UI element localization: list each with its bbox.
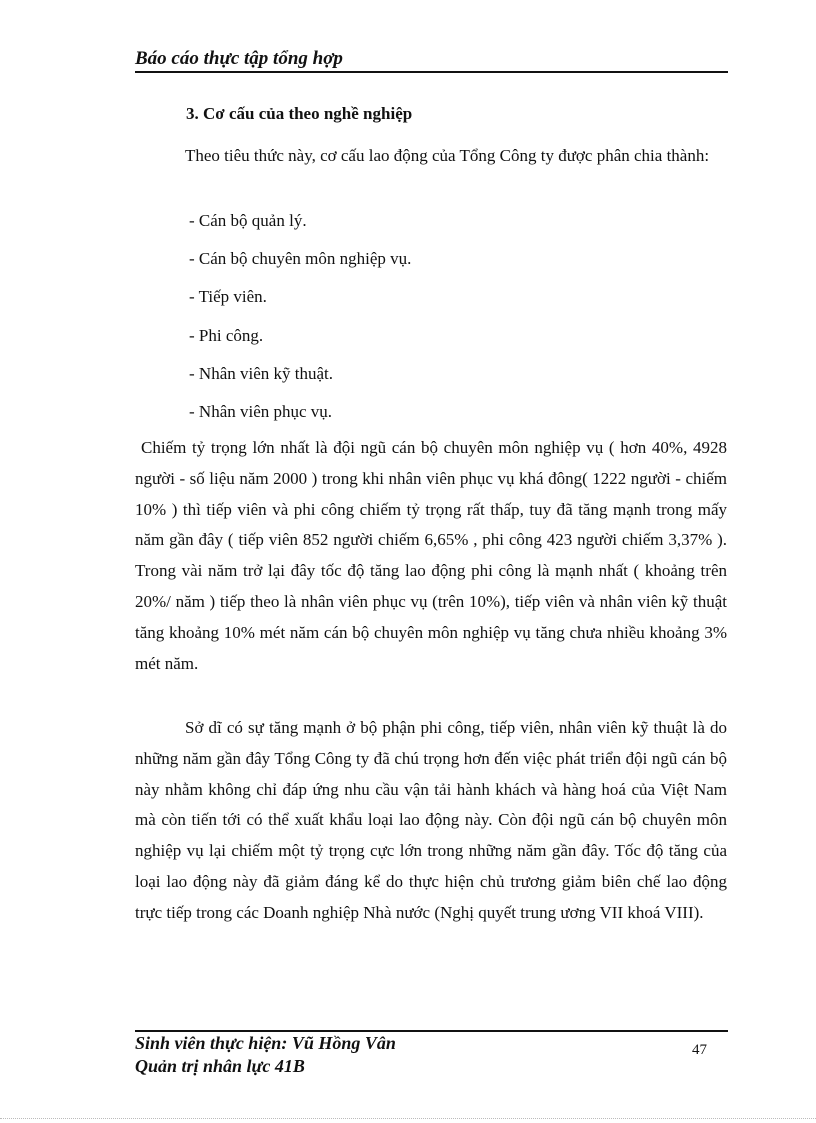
list-item: - Tiếp viên. [189, 287, 267, 307]
occupation-list [189, 206, 411, 435]
header-rule [135, 71, 728, 73]
section-heading: 3. Cơ cấu của theo nghề nghiệp [186, 104, 413, 123]
footer-student: Sinh viên thực hiện: Vũ Hồng Vân [135, 1033, 396, 1053]
list-item: - Nhân viên phục vụ. [189, 401, 333, 421]
body-paragraph: Sở dĩ có sự tăng mạnh ở bộ phận phi công, tiếp viên, nhân viên kỹ thuật là do những năm gần đây Tổng Công ty đã chú trọng hơn đến việc phát triển đội ngũ cán bộ này nhằm không chỉ đáp ứng nhu cầu vận tải hành khách và hàng hoá của Việt Nam mà còn tiến tới có thể xuất khẩu loại lao động này. Còn đội ngũ cán bộ chuyên môn nghiệp vụ lại chiếm một tỷ trọng cực lớn trong những năm gần đây. Tốc độ tăng của loại lao động này đã giảm đáng kể do thực hiện chủ trương giảm biên chế lao động trực tiếp trong các Doanh nghiệp Nhà nước (Nghị quyết trung ương VII khoá VIII). [135, 718, 727, 922]
list-item: - Cán bộ quản lý. [189, 211, 307, 230]
footer-class: Quản trị nhân lực 41B [135, 1056, 305, 1076]
intro-paragraph: Theo tiêu thức này, cơ cấu lao động của Tổng Công ty được phân chia thành: [185, 146, 710, 165]
list-item: - Cán bộ chuyên môn nghiệp vụ. [189, 249, 412, 269]
list-item: - Nhân viên kỹ thuật. [189, 363, 333, 383]
list-item: - Phi công. [189, 325, 264, 345]
body-paragraph: Chiếm tỷ trọng lớn nhất là đội ngũ cán bộ chuyên môn nghiệp vụ ( hơn 40%, 4928 người - số liệu năm 2000 ) trong khi nhân viên phục vụ khá đông( 1222 người - chiếm 10% ) thì tiếp viên và phi công chiếm tỷ trọng rất thấp, tuy đã tăng mạnh trong mấy năm gần đây ( tiếp viên 852 người chiếm 6,65% , phi công 423 người chiếm 3,37% ). Trong vài năm trở lại đây tốc độ tăng lao động phi công là mạnh nhất ( khoảng trên 20%/ năm ) tiếp theo là nhân viên phục vụ (trên 10%), tiếp viên và nhân viên kỹ thuật tăng khoảng 10% mét năm cán bộ chuyên môn nghiệp vụ tăng chưa nhiều khoảng 3% mét năm. [135, 438, 727, 673]
footer-rule [135, 1030, 728, 1032]
page-bottom-border [0, 1118, 816, 1119]
page-header-title: Báo cáo thực tập tổng hợp [135, 48, 343, 69]
page-number: 47 [692, 1042, 707, 1058]
